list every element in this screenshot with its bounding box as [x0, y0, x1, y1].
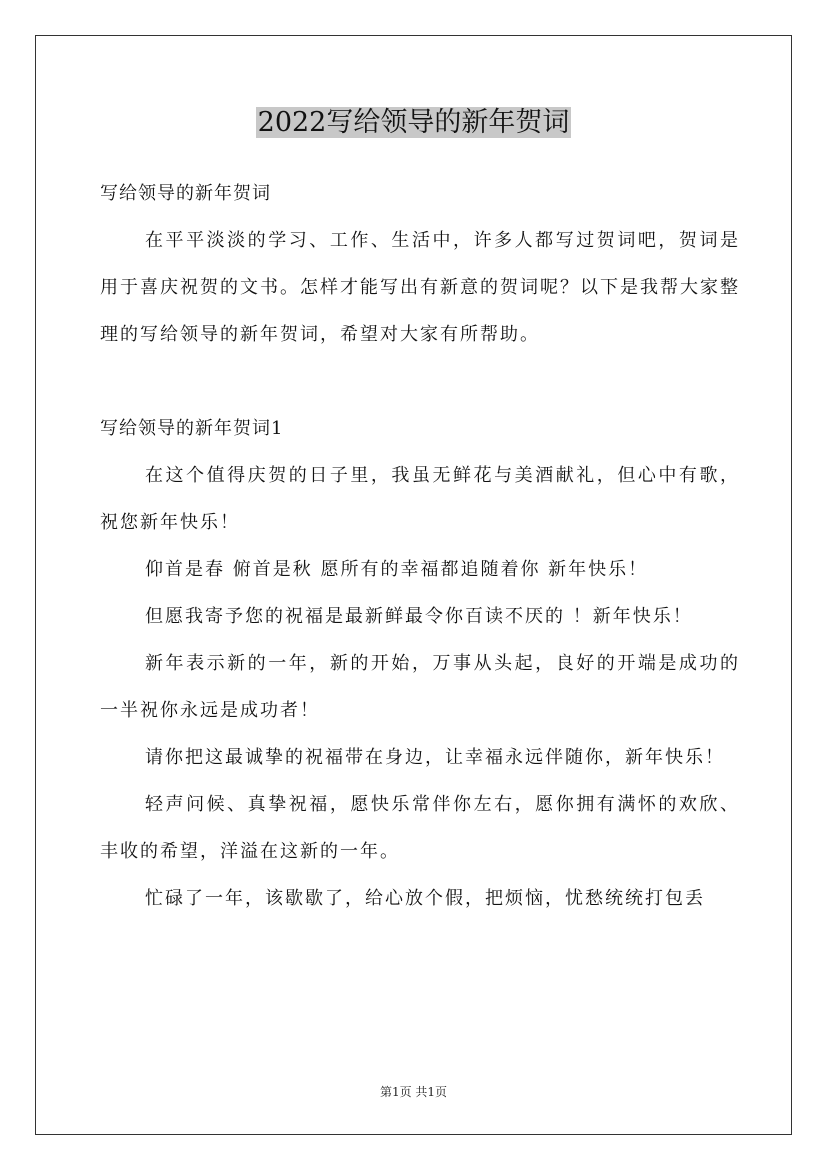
section-paragraph: 在这个值得庆贺的日子里，我虽无鲜花与美酒献礼，但心中有歌，祝您新年快乐！	[100, 465, 740, 533]
document-title-text: 2022写给领导的新年贺词	[257, 107, 570, 138]
section-paragraph: 忙碌了一年，该歇歇了，给心放个假，把烦恼，忧愁统统打包丢	[145, 888, 705, 909]
section-paragraph: 请你把这最诚挚的祝福带在身边，让幸福永远伴随你，新年快乐！	[145, 747, 725, 768]
section-paragraph: 仰首是春 俯首是秋 愿所有的幸福都追随着你 新年快乐！	[145, 559, 649, 580]
document-title	[0, 103, 827, 143]
section-spacer	[100, 358, 740, 405]
section-heading: 写给领导的新年贺词1	[100, 418, 284, 439]
intro-paragraph: 在平平淡淡的学习、工作、生活中，许多人都写过贺词吧，贺词是用于喜庆祝贺的文书。怎样才能写出有新意的贺词呢？以下是我帮大家整理的写给领导的新年贺词，希望对大家有所帮助。	[100, 230, 740, 345]
section-paragraph: 轻声问候、真挚祝福，愿快乐常伴你左右，愿你拥有满怀的欢欣、丰收的希望，洋溢在这新的一年。	[100, 794, 740, 862]
document-body	[100, 170, 740, 922]
page-number-footer: 第1页 共1页	[379, 1085, 448, 1099]
section-paragraph: 但愿我寄予您的祝福是最新鲜最令你百读不厌的 ！新年快乐！	[145, 606, 693, 627]
section-paragraph: 新年表示新的一年，新的开始，万事从头起，良好的开端是成功的一半祝你永远是成功者！	[100, 653, 740, 721]
intro-heading: 写给领导的新年贺词	[100, 183, 271, 204]
